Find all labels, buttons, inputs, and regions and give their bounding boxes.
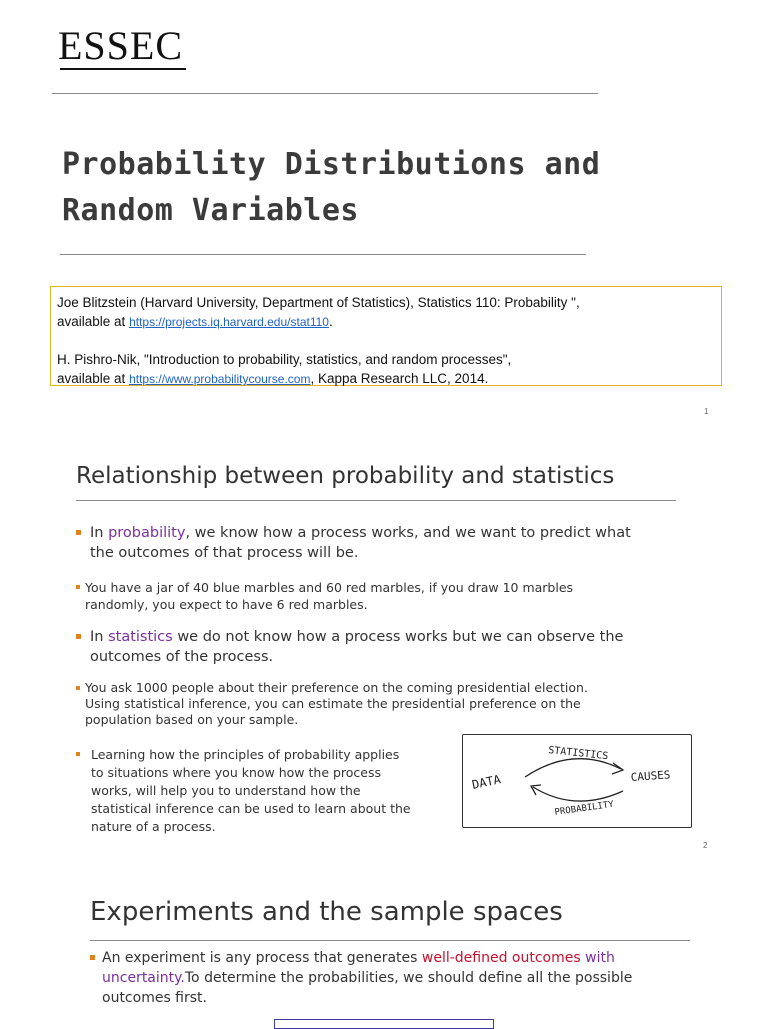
bullet-marker	[76, 686, 80, 690]
bullet-text: You ask 1000 people about their preference on the coming presidential election.	[85, 680, 588, 695]
bullet-text: To determine the probabilities, we should define all the possible	[184, 970, 633, 986]
bullet-text: outcomes first.	[102, 990, 207, 1006]
diagram-causes-label: CAUSES	[630, 768, 671, 784]
reference-1-end: .	[328, 314, 333, 329]
bullet-text: population based on your sample.	[85, 712, 299, 727]
bullet-marker	[76, 752, 80, 756]
slide-title-line-2: Random Variables	[62, 193, 359, 228]
bullet-text: , we know how a process works, and we want to predict what	[185, 525, 631, 541]
diagram-statistics-label: STATISTICS	[547, 745, 609, 763]
divider-title	[60, 254, 586, 255]
keyword-uncertainty: uncertainty.	[102, 970, 185, 986]
divider-top	[52, 93, 598, 94]
reference-1-available: available at	[57, 314, 130, 329]
diagram-svg	[463, 735, 691, 827]
bullet-text: In	[90, 629, 109, 645]
diagram-probability-label: PROBABILITY	[554, 799, 615, 818]
slide-3-heading-rule	[90, 940, 690, 941]
statistics-probability-diagram	[462, 734, 692, 828]
slide-2-heading-rule	[76, 500, 676, 501]
diagram-data-label: DATA	[470, 772, 502, 792]
content-box-partial	[274, 1019, 494, 1029]
bullet-text: randomly, you expect to have 6 red marbles.	[85, 597, 368, 612]
keyword-well-defined-outcomes: well-defined outcomes	[421, 950, 581, 966]
keyword-probability: probability	[108, 525, 186, 541]
bullet-text: statistical inference can be used to learn about the	[91, 801, 411, 816]
reference-2-text: H. Pishro-Nik, "Introduction to probability, statistics, and random processes",	[57, 352, 512, 367]
slide-title	[62, 142, 600, 234]
bullet-statistics	[76, 627, 623, 667]
bullet-text: the outcomes of that process will be.	[90, 545, 359, 561]
bullet-marker	[76, 634, 81, 639]
logo-underline	[60, 68, 186, 70]
diagram-arrow-probability	[533, 787, 623, 801]
bullet-text: An experiment is any process that generates	[102, 950, 422, 966]
keyword-statistics: statistics	[108, 629, 173, 645]
page-number-2: 2	[703, 841, 708, 850]
bullet-text: outcomes of the process.	[90, 649, 274, 665]
bullet-text: to situations where you know how the process	[91, 765, 382, 780]
bullet-text: Learning how the principles of probability applies	[91, 747, 400, 762]
slide-2-heading: Relationship between probability and statistics	[76, 463, 615, 489]
reference-1-text: Joe Blitzstein (Harvard University, Department of Statistics), Statistics 110: Probability ",	[57, 295, 580, 310]
reference-2-available: available at	[57, 371, 130, 386]
bullet-text: nature of a process.	[91, 819, 216, 834]
bullet-text: In	[90, 525, 109, 541]
bullet-probability	[76, 523, 631, 563]
references-box	[50, 286, 722, 386]
page-number-1: 1	[704, 407, 709, 416]
stat110-link[interactable]: https://projects.iq.harvard.edu/stat110	[129, 315, 329, 329]
bullet-marker	[76, 530, 81, 535]
bullet-marker	[90, 955, 95, 960]
bullet-election-example	[76, 680, 588, 728]
reference-2-end: , Kappa Research LLC, 2014.	[310, 371, 489, 386]
slide-3-heading: Experiments and the sample spaces	[90, 897, 563, 927]
bullet-learning	[76, 746, 411, 836]
keyword-with: with	[580, 950, 615, 966]
bullet-marbles-example	[76, 579, 573, 613]
bullet-text: works, will help you to understand how the	[91, 783, 361, 798]
slide-title-line-1: Probability Distributions and	[62, 147, 601, 182]
bullet-text: we do not know how a process works but we can observe the	[172, 629, 624, 645]
bullet-text: Using statistical inference, you can estimate the presidential preference on the	[85, 696, 581, 711]
essec-logo: ESSEC	[58, 23, 184, 68]
reference-1	[57, 293, 715, 332]
reference-2	[57, 350, 715, 389]
bullet-text: You have a jar of 40 blue marbles and 60 red marbles, if you draw 10 marbles	[85, 580, 574, 595]
bullet-experiment	[90, 948, 632, 1008]
probabilitycourse-link[interactable]: https://www.probabilitycourse.com	[129, 372, 311, 386]
diagram-arrowhead-statistics	[612, 763, 623, 774]
bullet-marker	[76, 585, 80, 589]
